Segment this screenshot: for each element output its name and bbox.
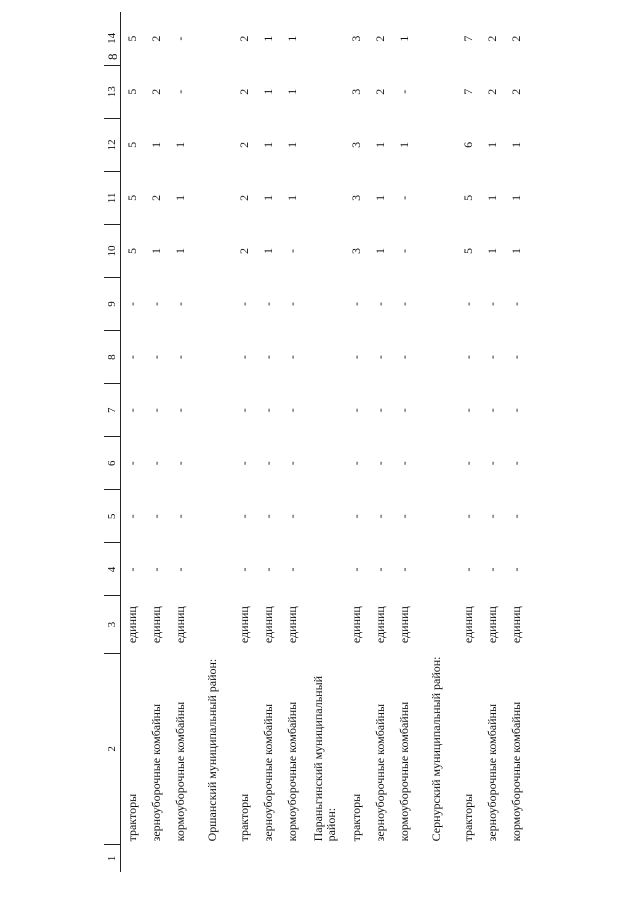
equipment-name: тракторы	[349, 793, 364, 842]
table-row	[505, 12, 529, 872]
unit-cell: единиц	[261, 606, 276, 644]
value-cell: -	[397, 408, 412, 413]
value-cell: -	[173, 567, 188, 572]
value-cell: -	[261, 355, 276, 360]
value-cell	[305, 384, 345, 437]
value-cell	[193, 490, 233, 543]
column-number: 14	[104, 12, 121, 65]
value-cell: 2	[149, 194, 164, 201]
value-cell: -	[461, 514, 476, 519]
value-cell: -	[461, 355, 476, 360]
value-cell: -	[397, 461, 412, 466]
value-cell: -	[149, 408, 164, 413]
value-cell: -	[285, 408, 300, 413]
value-cell: -	[373, 514, 388, 519]
column-number: 4	[104, 543, 121, 596]
table-row	[457, 12, 481, 872]
equipment-table-rotated	[104, 12, 558, 872]
value-cell: -	[509, 514, 524, 519]
value-cell: -	[349, 514, 364, 519]
value-cell: -	[485, 567, 500, 572]
value-cell: -	[149, 302, 164, 307]
value-cell: 5	[125, 88, 140, 95]
value-cell: -	[173, 408, 188, 413]
value-cell	[417, 384, 457, 437]
value-cell: -	[237, 514, 252, 519]
value-cell: -	[173, 355, 188, 360]
value-cell: -	[149, 461, 164, 466]
row-number-cell	[457, 844, 481, 872]
row-number-cell	[393, 844, 417, 872]
column-number: 1	[104, 844, 121, 872]
value-cell: 3	[349, 247, 364, 254]
value-cell: -	[397, 89, 412, 94]
equipment-name: зерноуборочные комбайны	[373, 703, 388, 842]
row-number-cell	[145, 844, 169, 872]
value-cell: -	[285, 567, 300, 572]
unit-cell	[417, 596, 457, 653]
table-row	[345, 12, 369, 872]
value-cell: 1	[373, 194, 388, 201]
row-number-cell	[169, 844, 193, 872]
row-number-cell	[121, 844, 146, 872]
table-row	[233, 12, 257, 872]
value-cell: 2	[485, 88, 500, 95]
value-cell	[417, 171, 457, 224]
value-cell: -	[261, 302, 276, 307]
value-cell: -	[485, 408, 500, 413]
value-cell: -	[237, 461, 252, 466]
column-number: 2	[104, 653, 121, 844]
unit-cell	[193, 596, 233, 653]
value-cell: 7	[461, 35, 476, 42]
column-number: 7	[104, 384, 121, 437]
value-cell: 1	[485, 141, 500, 148]
value-cell: -	[237, 355, 252, 360]
unit-cell: единиц	[149, 606, 164, 644]
value-cell: -	[285, 514, 300, 519]
value-cell	[305, 437, 345, 490]
row-number-cell	[345, 844, 369, 872]
value-cell: 5	[125, 247, 140, 254]
value-cell: -	[349, 461, 364, 466]
value-cell: 5	[125, 35, 140, 42]
value-cell: 1	[149, 141, 164, 148]
value-cell: -	[349, 408, 364, 413]
row-number-cell	[369, 844, 393, 872]
value-cell	[193, 12, 233, 65]
value-cell: 1	[149, 247, 164, 254]
value-cell: 2	[149, 88, 164, 95]
value-cell: 5	[461, 194, 476, 201]
value-cell: -	[397, 567, 412, 572]
value-cell: 1	[397, 141, 412, 148]
value-cell	[417, 118, 457, 171]
value-cell: -	[173, 36, 188, 41]
unit-cell: единиц	[237, 606, 252, 644]
value-cell: 2	[373, 88, 388, 95]
district-heading-row	[417, 12, 457, 872]
value-cell: 2	[149, 35, 164, 42]
value-cell: 3	[349, 194, 364, 201]
value-cell: 1	[397, 35, 412, 42]
value-cell: -	[173, 514, 188, 519]
value-cell: -	[149, 514, 164, 519]
value-cell	[193, 384, 233, 437]
district-name: Параньгинский муниципальный район:	[310, 675, 338, 842]
value-cell: -	[285, 355, 300, 360]
value-cell: 1	[509, 247, 524, 254]
value-cell: -	[125, 514, 140, 519]
value-cell	[305, 278, 345, 331]
equipment-name: зерноуборочные комбайны	[261, 703, 276, 842]
value-cell	[417, 490, 457, 543]
value-cell	[417, 224, 457, 277]
value-cell: 1	[509, 141, 524, 148]
value-cell: -	[509, 355, 524, 360]
table-row	[393, 12, 417, 872]
table-row	[281, 12, 305, 872]
value-cell	[305, 331, 345, 384]
district-name: Сернурский муниципальный район:	[429, 656, 444, 842]
unit-cell: единиц	[125, 606, 140, 644]
value-cell: 1	[285, 194, 300, 201]
value-cell	[417, 331, 457, 384]
value-cell: 1	[173, 141, 188, 148]
equipment-name: кормоуборочные комбайны	[285, 701, 300, 842]
value-cell	[305, 490, 345, 543]
value-cell	[305, 118, 345, 171]
value-cell: 3	[349, 141, 364, 148]
unit-cell	[305, 596, 345, 653]
value-cell: -	[285, 248, 300, 253]
value-cell: -	[397, 302, 412, 307]
row-number-cell	[505, 844, 529, 872]
value-cell: -	[461, 567, 476, 572]
value-cell	[193, 437, 233, 490]
unit-cell: единиц	[373, 606, 388, 644]
value-cell: 2	[485, 35, 500, 42]
value-cell: 5	[125, 194, 140, 201]
column-number: 12	[104, 118, 121, 171]
equipment-name: тракторы	[237, 793, 252, 842]
value-cell: 1	[285, 141, 300, 148]
equipment-name: кормоуборочные комбайны	[397, 701, 412, 842]
value-cell: 1	[261, 247, 276, 254]
value-cell: 2	[237, 194, 252, 201]
equipment-name: тракторы	[125, 793, 140, 842]
value-cell: -	[509, 461, 524, 466]
value-cell	[417, 65, 457, 118]
district-heading-row	[305, 12, 345, 872]
table-body	[104, 12, 529, 872]
value-cell	[193, 118, 233, 171]
value-cell: -	[237, 302, 252, 307]
value-cell: -	[125, 461, 140, 466]
value-cell: 1	[373, 141, 388, 148]
equipment-name: зерноуборочные комбайны	[149, 703, 164, 842]
value-cell: -	[485, 514, 500, 519]
value-cell: 2	[509, 88, 524, 95]
value-cell: 1	[509, 194, 524, 201]
row-number-cell	[233, 844, 257, 872]
unit-cell: единиц	[485, 606, 500, 644]
value-cell	[305, 543, 345, 596]
value-cell: -	[485, 302, 500, 307]
value-cell	[193, 278, 233, 331]
value-cell: 2	[237, 141, 252, 148]
value-cell: -	[349, 567, 364, 572]
value-cell	[305, 12, 345, 65]
value-cell: -	[397, 355, 412, 360]
unit-cell: единиц	[397, 606, 412, 644]
value-cell: -	[509, 567, 524, 572]
table-row	[145, 12, 169, 872]
district-name: Оршанский муниципальный район:	[205, 658, 220, 842]
value-cell: 1	[173, 194, 188, 201]
row-number-cell	[481, 844, 505, 872]
value-cell: -	[261, 408, 276, 413]
value-cell: -	[173, 89, 188, 94]
value-cell: 1	[485, 194, 500, 201]
value-cell: 2	[509, 35, 524, 42]
value-cell	[193, 65, 233, 118]
value-cell: -	[397, 514, 412, 519]
equipment-name: тракторы	[461, 793, 476, 842]
value-cell: -	[461, 408, 476, 413]
value-cell: -	[509, 302, 524, 307]
row-number-cell	[281, 844, 305, 872]
column-number: 13	[104, 65, 121, 118]
equipment-name: зерноуборочные комбайны	[485, 703, 500, 842]
column-number: 9	[104, 278, 121, 331]
value-cell	[417, 437, 457, 490]
value-cell: 7	[461, 88, 476, 95]
row-number-cell	[193, 844, 233, 872]
equipment-name: кормоуборочные комбайны	[173, 701, 188, 842]
value-cell: -	[261, 514, 276, 519]
row-number-cell	[417, 844, 457, 872]
value-cell: -	[373, 567, 388, 572]
column-number: 8	[104, 331, 121, 384]
page-number: 8	[105, 53, 120, 60]
value-cell: -	[149, 567, 164, 572]
unit-cell: единиц	[509, 606, 524, 644]
value-cell: -	[485, 355, 500, 360]
value-cell: -	[373, 408, 388, 413]
column-number: 6	[104, 437, 121, 490]
column-number: 11	[104, 171, 121, 224]
value-cell	[417, 543, 457, 596]
row-number-cell	[305, 844, 345, 872]
table-row	[257, 12, 281, 872]
column-number: 10	[104, 224, 121, 277]
table-row	[481, 12, 505, 872]
value-cell	[305, 171, 345, 224]
value-cell: -	[373, 355, 388, 360]
value-cell: -	[261, 567, 276, 572]
equipment-table	[104, 12, 529, 872]
value-cell: 1	[261, 35, 276, 42]
value-cell: -	[285, 302, 300, 307]
value-cell: 1	[261, 88, 276, 95]
table-row	[369, 12, 393, 872]
value-cell: -	[373, 302, 388, 307]
column-number-row	[104, 12, 121, 872]
unit-cell: единиц	[285, 606, 300, 644]
value-cell: 2	[237, 247, 252, 254]
value-cell: -	[149, 355, 164, 360]
value-cell: -	[237, 567, 252, 572]
value-cell: -	[509, 408, 524, 413]
value-cell	[193, 171, 233, 224]
value-cell: 5	[125, 141, 140, 148]
value-cell	[193, 543, 233, 596]
value-cell: -	[285, 461, 300, 466]
value-cell: -	[397, 195, 412, 200]
value-cell: 5	[461, 247, 476, 254]
table-row	[169, 12, 193, 872]
value-cell	[305, 224, 345, 277]
value-cell: 6	[461, 141, 476, 148]
district-heading-row	[193, 12, 233, 872]
value-cell: -	[173, 302, 188, 307]
column-number: 5	[104, 490, 121, 543]
value-cell: 1	[285, 88, 300, 95]
value-cell: -	[397, 248, 412, 253]
value-cell: -	[125, 302, 140, 307]
value-cell: -	[237, 408, 252, 413]
value-cell: -	[461, 302, 476, 307]
value-cell: 2	[373, 35, 388, 42]
value-cell	[193, 331, 233, 384]
equipment-name: кормоуборочные комбайны	[509, 701, 524, 842]
value-cell: -	[373, 461, 388, 466]
value-cell: 2	[237, 88, 252, 95]
value-cell: -	[349, 302, 364, 307]
column-number: 3	[104, 596, 121, 653]
value-cell: -	[125, 567, 140, 572]
value-cell	[417, 12, 457, 65]
value-cell	[305, 65, 345, 118]
unit-cell: единиц	[173, 606, 188, 644]
unit-cell: единиц	[461, 606, 476, 644]
value-cell: 1	[261, 141, 276, 148]
value-cell: -	[349, 355, 364, 360]
value-cell: 1	[261, 194, 276, 201]
value-cell	[193, 224, 233, 277]
value-cell: 2	[237, 35, 252, 42]
unit-cell: единиц	[349, 606, 364, 644]
table-row	[121, 12, 146, 872]
value-cell: -	[261, 461, 276, 466]
value-cell: -	[125, 355, 140, 360]
value-cell: 3	[349, 35, 364, 42]
value-cell: 1	[285, 35, 300, 42]
value-cell: 1	[173, 247, 188, 254]
value-cell: 1	[485, 247, 500, 254]
value-cell: -	[125, 408, 140, 413]
value-cell	[417, 278, 457, 331]
value-cell: -	[485, 461, 500, 466]
value-cell: -	[461, 461, 476, 466]
value-cell: 3	[349, 88, 364, 95]
value-cell: -	[173, 461, 188, 466]
value-cell: 1	[373, 247, 388, 254]
row-number-cell	[257, 844, 281, 872]
